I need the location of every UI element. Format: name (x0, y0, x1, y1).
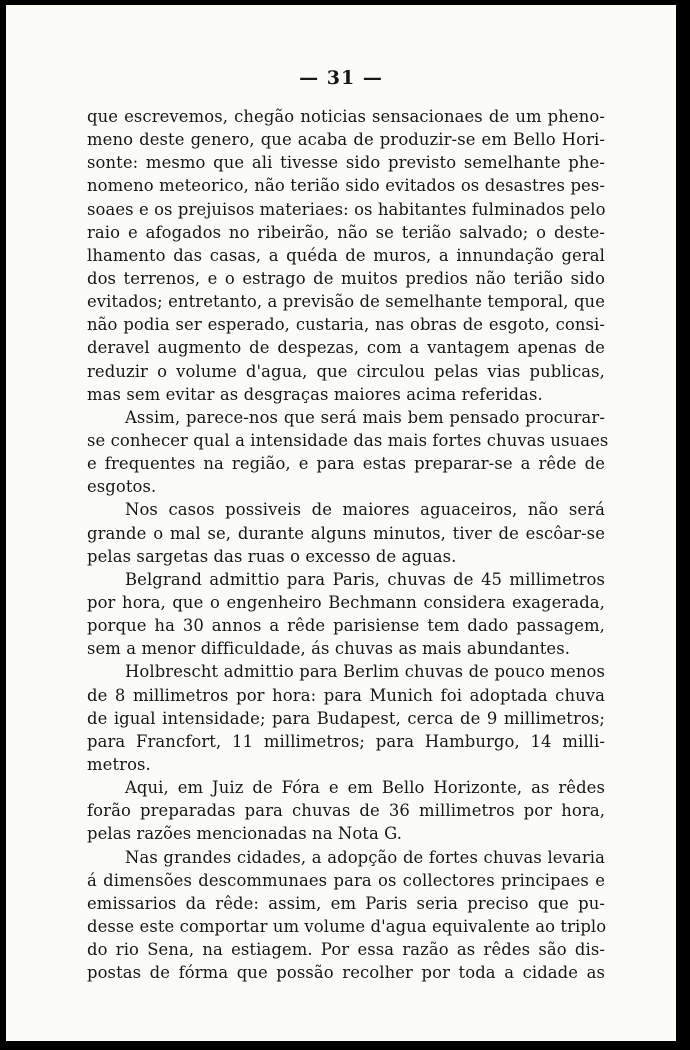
text-line: mas sem evitar as desgraças maiores acima referidas. (87, 384, 543, 404)
text-line: Assim, parece-nos que será mais bem pensado procurar- (125, 407, 605, 427)
text-line: á dimensões descommunaes para os collectores principaes e (87, 870, 605, 890)
text-line: forão preparadas para chuvas de 36 millimetros por hora, (87, 801, 605, 821)
paragraph (87, 660, 605, 776)
paragraph (87, 776, 605, 845)
text-line: soaes e os prejuisos materiaes: os habitantes fulminados pelo (87, 199, 606, 219)
text-line: Aqui, em Juiz de Fóra e em Bello Horizonte, as rêdes (125, 778, 605, 798)
text-line: Nos casos possiveis de maiores aguaceiros, não será (125, 500, 605, 520)
text-line: Belgrand admittio para Paris, chuvas de 45 millimetros (125, 569, 605, 589)
text-line: porque ha 30 annos a rêde parisiense tem dado passagem, (87, 616, 605, 636)
text-line: lhamento das casas, a quéda de muros, a innundação geral (87, 245, 605, 265)
text-line: e frequentes na região, e para estas preparar-se a rêde de (87, 454, 605, 474)
text-line: deravel augmento de despezas, com a vantagem apenas de (87, 338, 605, 358)
paragraph (87, 568, 605, 661)
text-line: de 8 millimetros por hora: para Munich foi adoptada chuva (87, 685, 605, 705)
text-line: Holbrescht admittio para Berlim chuvas de pouco menos (125, 662, 605, 682)
paragraph (87, 846, 605, 985)
text-line: sonte: mesmo que ali tivesse sido previsto semelhante phe- (87, 153, 605, 173)
book-page (6, 5, 676, 1041)
page-number: — 31 — (299, 67, 383, 89)
text-line: nomeno meteorico, não terião sido evitados os desastres pes- (87, 176, 605, 196)
text-line: por hora, que o engenheiro Bechmann considera exagerada, (87, 592, 605, 612)
text-line: de igual intensidade; para Budapest, cerca de 9 millimetros; (87, 708, 605, 728)
text-line: Nas grandes cidades, a adopção de fortes chuvas levaria (125, 847, 605, 867)
text-line: evitados; entretanto, a previsão de semelhante temporal, que (87, 292, 605, 312)
text-line: que escrevemos, chegão noticias sensacionaes de um pheno- (87, 107, 605, 126)
text-line: meno deste genero, que acaba de produzir-se em Bello Hori- (87, 130, 605, 150)
text-line: se conhecer qual a intensidade das mais fortes chuvas usuaes (87, 430, 609, 450)
text-line: esgotos. (87, 477, 157, 497)
paragraph (87, 498, 605, 567)
text-line: reduzir o volume d'agua, que circulou pelas vias publicas, (87, 361, 605, 381)
text-line: não podia ser esperado, custaria, nas obras de esgoto, consi- (87, 315, 605, 335)
text-line: metros. (87, 754, 151, 774)
text-line: sem a menor difficuldade, ás chuvas as mais abundantes. (87, 639, 571, 659)
body-text (87, 105, 609, 984)
text-line: para Francfort, 11 millimetros; para Hamburgo, 14 milli- (87, 731, 605, 751)
paragraph (87, 406, 609, 499)
text-line: pelas sargetas das ruas o excesso de aguas. (87, 546, 457, 566)
text-line: dos terrenos, e o estrago de muitos predios não terião sido (87, 268, 605, 288)
text-line: desse este comportar um volume d'agua equivalente ao triplo (87, 916, 607, 936)
text-line: grande o mal se, durante alguns minutos, tiver de escôar-se (87, 523, 605, 543)
paragraph (87, 105, 605, 406)
text-line: raio e afogados no ribeirão, não se terião salvado; o deste- (87, 222, 605, 242)
text-line: postas de fórma que possão recolher por toda a cidade as (87, 963, 605, 983)
text-line: do rio Sena, na estiagem. Por essa razão as rêdes são dis- (87, 940, 605, 960)
text-line: pelas razões mencionadas na Nota G. (87, 824, 403, 844)
text-line: emissarios da rêde: assim, em Paris seria preciso que pu- (87, 893, 605, 913)
